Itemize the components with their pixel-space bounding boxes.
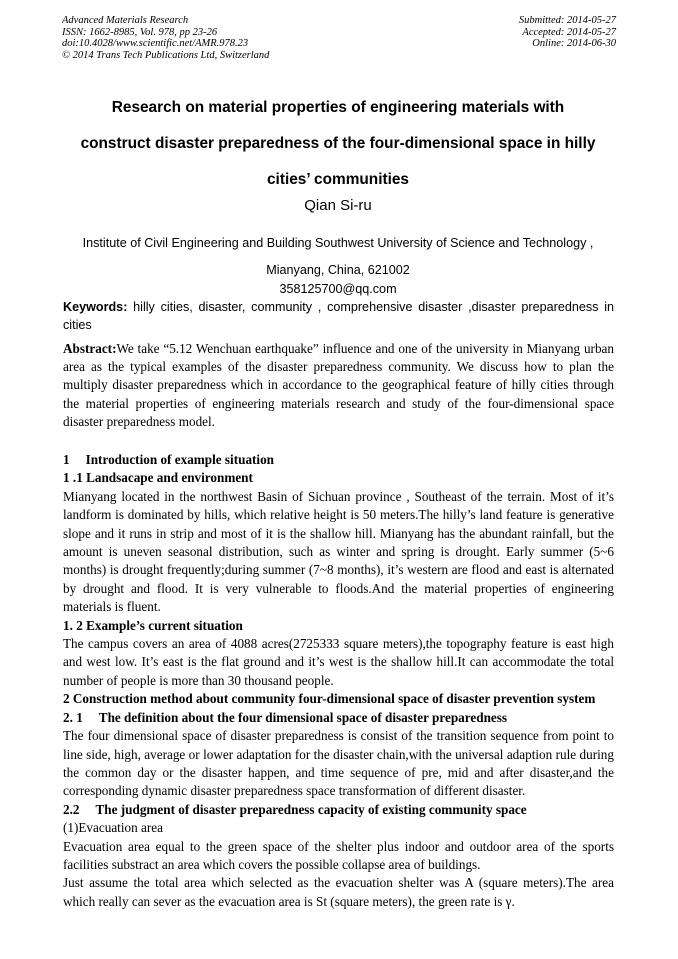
section-1-2-heading: 1. 2 Example’s current situation (63, 617, 243, 633)
section-1-1-heading: 1 .1 Landsacape and environment (63, 470, 253, 486)
section-2-2-number: 2.2 (63, 801, 80, 817)
issn-line: ISSN: 1662-8985, Vol. 978, pp 23-26 (62, 26, 218, 38)
section-2-2-heading (63, 801, 614, 819)
section-1-1-text: Mianyang located in the northwest Basin of Sichuan province , Southeast of the terrain. Most of it’s landform is dominated by hills, which relative height is 50 meters.The hilly’s land feature is generative slope and it runs in strip and most of it is the shallow hill. Mianyang has the abundant rainfall, but the amount is uneven seasonal distribution, such as winter and spring is drought. Early summer (5~6 months) is drought frequently;during summer (7~8 months), it’s western are flood and east is alternated by drought and flood. It is very vulnerable to floods.And the material properties of engineering materials is fluent. (63, 488, 614, 615)
abstract-label: Abstract: (63, 341, 117, 356)
journal-header-left (62, 15, 269, 61)
section-2-2-paragraph-2: Just assume the total area which selected as the evacuation shelter was A (square meters).The area which really can sever as the evacuation area is St (square meters), the green rate is γ. (63, 875, 614, 909)
doi-line: doi:10.4028/www.scientific.net/AMR.978.23 (62, 38, 249, 49)
journal-name: Advanced Materials Research (62, 15, 189, 26)
section-2-heading: 2 Construction method about community four-dimensional space of disaster prevention system (63, 691, 596, 707)
abstract-text: We take “5.12 Wenchuan earthquake” influence and one of the university in Mianyang urban area as the typical examples of the disaster preparedness community. We discuss how to plan the multiply disaster preparedness which in accordance to the geographical feature of hilly cities through the material properties of engineering materials research and study of the four-dimensional space disaster preparedness model. (63, 341, 614, 429)
section-2-2-paragraph-1: Evacuation area equal to the green space of the shelter plus indoor and outdoor area of the sports facilities substract an area which covers the possible collapse area of buildings. (63, 838, 614, 872)
title-line-3: cities’ communities (267, 171, 409, 188)
paper-title (60, 90, 616, 198)
keywords-text: hilly cities, disaster, community , comprehensive disaster ,disaster preparedness in cities (63, 300, 614, 332)
journal-header-right (519, 15, 616, 50)
copyright-line: © 2014 Trans Tech Publications Ltd, Switzerland (62, 49, 270, 61)
section-2-2-title: The judgment of disaster preparedness capacity of existing community space (95, 801, 527, 817)
online-date: Online: 2014-06-30 (532, 38, 616, 49)
author-name: Qian Si-ru (304, 197, 372, 214)
affiliation-line-1: Institute of Civil Engineering and Building Southwest University of Science and Technology , (82, 236, 594, 250)
keywords-label: Keywords: (63, 300, 128, 314)
section-2-1-title: The definition about the four dimensional space of disaster preparedness (98, 709, 508, 725)
title-line-2: construct disaster preparedness of the four-dimensional space in hilly (80, 135, 596, 152)
section-2-1-text: The four dimensional space of disaster preparedness is consist of the transition sequence from point to line side, high, average or lower adaptation for the disaster chain,with the universal adaption rule during the common day or the disaster happen, and time sequence of pre, mid and after disaster,and the corresponding dynamic disaster preparedness space transformation of different disaster. (63, 728, 614, 799)
submitted-date: Submitted: 2014-05-27 (518, 15, 616, 26)
affiliation (60, 234, 616, 299)
section-1-title: Introduction of example situation (85, 452, 275, 467)
keywords-block (63, 298, 614, 334)
section-2-2-subheading: (1)Evacuation area (63, 820, 163, 836)
author-email: 358125700@qq.com (279, 282, 397, 296)
affiliation-line-2: Mianyang, China, 621002 (266, 263, 410, 277)
title-line-1: Research on material properties of engineering materials with (111, 99, 565, 116)
abstract-block (63, 340, 614, 431)
section-1-heading (63, 451, 614, 469)
section-2-1-heading (63, 709, 614, 727)
paper-body (63, 451, 614, 911)
section-1-number: 1 (63, 452, 70, 467)
section-1-2-text: The campus covers an area of 4088 acres(2725333 square meters),the topography feature is east high and west low. It’s east is the flat ground and it’s west is the shallow hill.It can accommodate the total number of people is more than 30 thousand people. (63, 636, 614, 688)
section-2-1-number: 2. 1 (63, 709, 83, 725)
accepted-date: Accepted: 2014-05-27 (522, 26, 616, 38)
